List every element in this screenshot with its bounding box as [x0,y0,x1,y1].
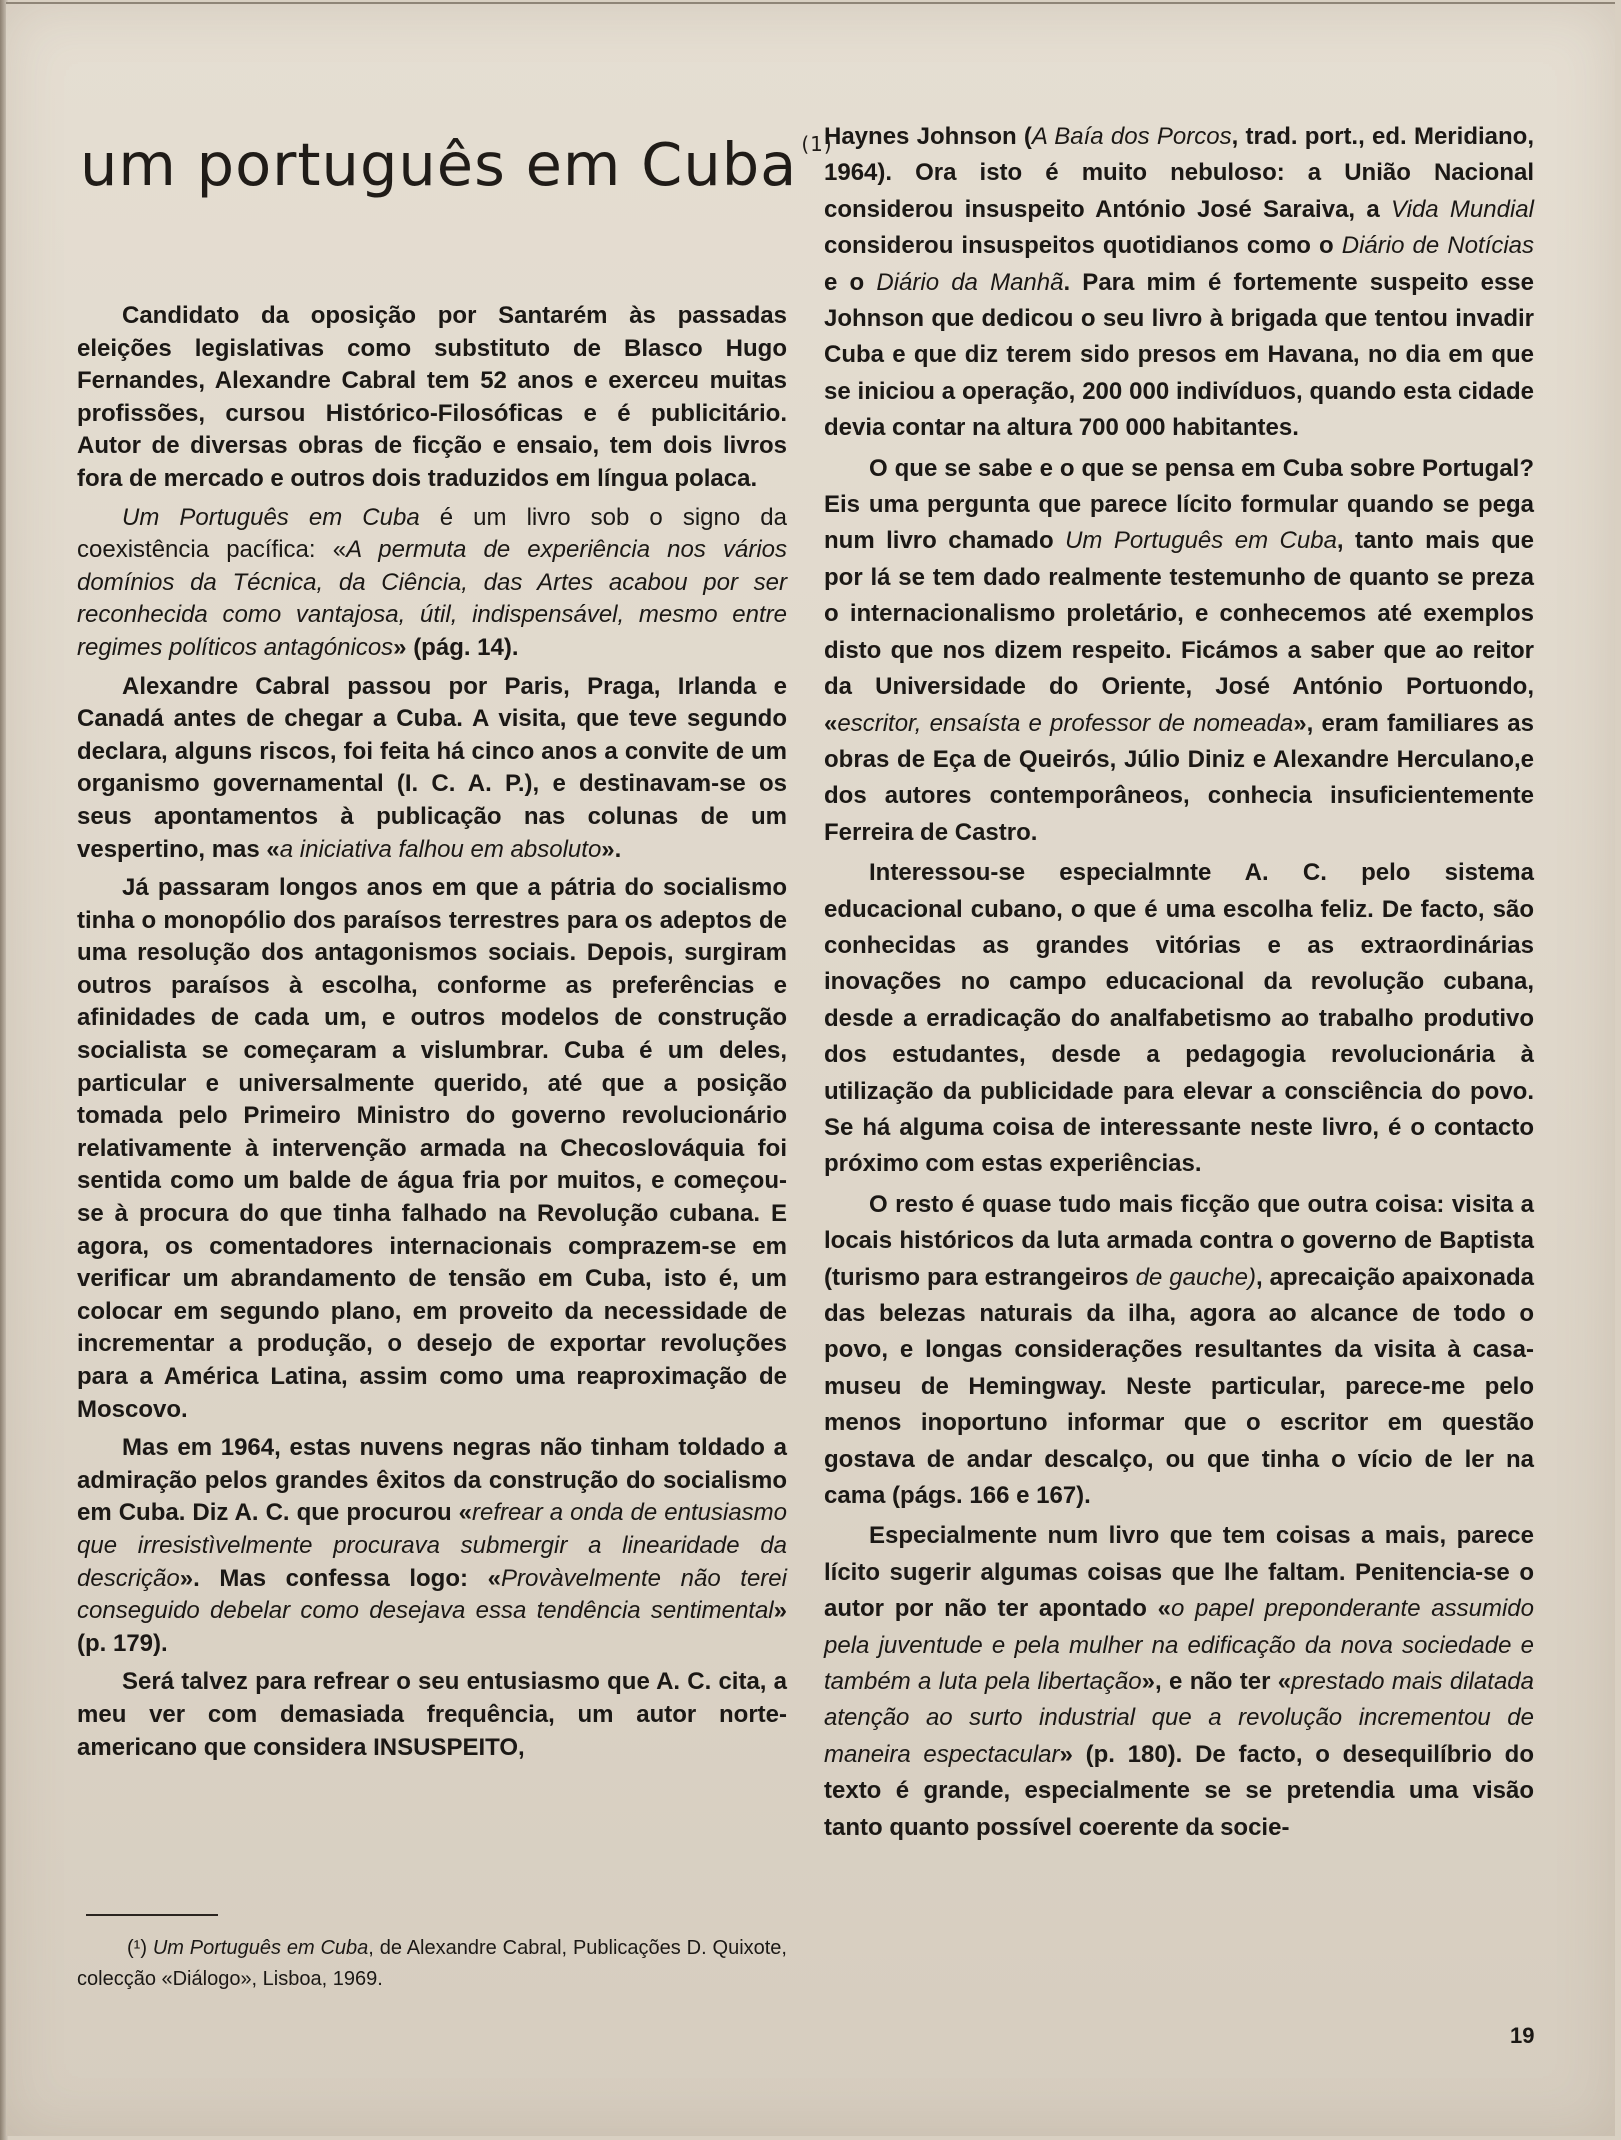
article-header [80,130,833,199]
paragraph-5-text-a: Mas em 1964, estas nuvens negras não tinham toldado a admiração pelos grandes êxitos da construção do socialismo em Cuba. Diz A. C. que procurou « [77,1434,787,1527]
quote-5: escritor, ensaísta e professor de nomeada [837,709,1294,737]
quote-3: refrear a onda de entusiasmo que irresistìvelmente procurava submergir a linearidade da descrição [77,1499,788,1592]
paragraph-5-text-c: » (p. 179). [77,1597,787,1657]
right-column [824,119,1534,1850]
page-number: 19 [1510,2023,1535,2048]
right-paragraph-1-text-b: , trad. port., ed. Meridiano, 1964). Ora isto é muito nebuloso: a União Nacional considerou insuspeito António José Saraiva, a [824,123,1534,223]
right-paragraph-1-text-a: Haynes Johnson ( [824,123,1032,150]
right-paragraph-4 [824,1187,1534,1515]
right-paragraph-4-text-b: , aprecaição apaixonada das belezas naturais da ilha, agora ao alcance de todo o povo, e longas considerações resultantes da visita à casa-museu de Hemingway. Neste particular, parece-me pelo menos inoportuno informar que o escritor em questão gostava de andar descalço, ou que tinha o vício de ler na cama (págs. 166 e 167). [824,1263,1534,1510]
paragraph-6-text: Será talvez para refrear o seu entusiasmo que A. C. cita, a meu ver com demasiada frequência, um autor norte-americano que considera INSUSPEITO, [77,1668,787,1761]
quote-4: Provàvelmente não terei conseguido debelar como desejava essa tendência sentimental [77,1564,787,1625]
paragraph-2 [77,502,787,665]
paragraph-2-text-b: » (pág. 14). [393,633,519,661]
article-title-text: um português em Cuba [80,130,798,199]
right-paragraph-2-text-a: O que se sabe e o que se pensa em Cuba sobre Portugal? Eis uma pergunta que parece lícito formular quando se pega num livro chamado [824,454,1534,555]
paragraph-4-text: Já passaram longos anos em que a pátria do socialismo tinha o monopólio dos paraísos terrestres para os adeptos de uma resolução dos antagonismos sociais. Depois, surgiram outros paraísos à escolha, conforme as preferências e afinidades de cada um, e outros modelos de construção socialista se começaram a vislumbrar. Cuba é um deles, particular e universalmente querido, até que a posição tomada pelo Primeiro Ministro do governo revolucionário relativamente à intervenção armada na Checoslováquia foi sentida como um balde de água fria por muitos, e começou-se à procura do que tinha falhado na Revolução cubana. E agora, os comentadores internacionais comprazem-se em verificar um abrandamento de tensão em Cuba, isto é, um colocar em segundo plano, em proveito da necessidade de incrementar a produção, o desejo de exportar revoluções para a América Latina, assim como uma reaproximação de Moscovo. [77,874,787,1423]
title-footnote-mark: (1) [801,132,833,156]
footnote [77,1933,787,1995]
phrase-de-gauche: de gauche) [1135,1263,1256,1291]
paragraph-2-text-a: é um livro sob o signo da coexistência pacífica: « [77,503,787,564]
right-paragraph-4-text-a: O resto é quase tudo mais ficção que outra coisa: visita a locais históricos da luta armada contra o governo de Baptista (turismo para estrangeiros [824,1190,1534,1291]
book-title: Um Português em Cuba [122,503,420,531]
right-paragraph-3-text: Interessou-se especialmnte A. C. pelo sistema educacional cubano, o que é uma escolha feliz. De facto, são conhecidas as grandes vitórias e as extraordinárias inovações no campo educacional da revolução cubana, desde a erradicação do analfabetismo ao trabalho produtivo dos estudantes, desde a pedagogia revolucionária à utilização da publicidade para elevar a consciência do povo. Se há alguma coisa de interessante neste livro, é o contacto próximo com estas experiências. [824,859,1534,1178]
publication-vida-mundial: Vida Mundial [1391,195,1534,223]
right-paragraph-2-text-b: , tanto mais que por lá se tem dado realmente testemunho de quanto se preza o internacionalismo proletário, e conhecemos até exemplos disto que nos dizem respeito. Ficámos a saber que ao reitor da Universidade do Oriente, José António Portuondo, « [824,527,1534,737]
right-paragraph-1 [824,119,1534,447]
right-paragraph-5-text-c: » (p. 180). De facto, o desequilíbrio do texto é grande, especialmente se se pretendia uma visão tanto quanto possível coerente da socie- [824,1740,1534,1841]
book-title-baia: A Baía dos Porcos [1031,123,1232,150]
right-paragraph-5-text-a: Especialmente num livro que tem coisas a mais, parece lícito sugerir algumas coisas que lhe faltam. Penitencia-se o autor por não ter apontado « [824,1522,1534,1623]
paragraph-4 [77,872,787,1426]
quote-1: A permuta de experiência nos vários domínios da Técnica, da Ciência, das Artes acabou por ser reconhecida como vantajosa, útil, indispensável, mesmo entre regimes políticos antagónicos [77,536,788,661]
publication-diario-noticias: Diário de Notícias [1341,232,1534,260]
paragraph-1-text: Candidato da oposição por Santarém às passadas eleições legislativas como substituto de Blasco Hugo Fernandes, Alexandre Cabral tem 52 anos e exerceu muitas profissões, cursou Histórico-Filosóficas e é publicitário. Autor de diversas obras de ficção e ensaio, tem dois livros fora de mercado e outros dois traduzidos em língua polaca. [77,302,787,492]
paragraph-1 [77,300,787,496]
footnote-mark: (¹) [127,1937,147,1959]
right-paragraph-1-text-e: . Para mim é fortemente suspeito esse Johnson que dedicou o seu livro à brigada que tentou invadir Cuba e que diz terem sido presos em Havana, no dia em que se iniciou a operação, 200 000 indivíduos, quando esta cidade devia contar na altura 700 000 habitantes. [824,268,1534,442]
paragraph-5-text-b: ». Mas confessa logo: « [179,1564,501,1592]
paragraph-6 [77,1666,787,1764]
right-paragraph-5-text-b: », e não ter « [1141,1668,1292,1696]
footnote-divider [86,1914,218,1916]
right-paragraph-5 [824,1518,1534,1846]
footnote-text: , de Alexandre Cabral, Publicações D. Quixote, colecção «Diálogo», Lisboa, 1969. [77,1937,787,1990]
article-title [80,130,833,199]
right-paragraph-2 [824,451,1534,851]
quote-6: o papel preponderante assumido pela juventude e pela mulher na edificação da nova sociedade e também a luta pela libertação [824,1595,1535,1696]
left-column [77,300,787,1770]
paragraph-3 [77,671,787,867]
paragraph-5 [77,1432,787,1660]
quote-7: prestado mais dilatada atenção ao surto industrial que a revolução incrementou de maneira espectacular [824,1668,1534,1768]
right-paragraph-1-text-c: considerou insuspeitos quotidianos como o [824,232,1342,260]
footnote-book-title: Um Português em Cuba [152,1937,369,1959]
book-title-right: Um Português em Cuba [1065,527,1337,555]
paragraph-3-text-a: Alexandre Cabral passou por Paris, Praga, Irlanda e Canadá antes de chegar a Cuba. A visita, que teve segundo declara, alguns riscos, foi feita há cinco anos a convite de um organismo governamental (I. C. A. P.), e destinavam-se os seus apontamentos à publicação nas colunas de um vespertino, mas « [77,672,787,863]
publication-diario-manha: Diário da Manhã [876,268,1064,296]
paragraph-3-text-b: ». [601,835,622,863]
right-paragraph-1-text-d: e o [824,268,877,296]
quote-2: a iniciativa falhou em absoluto [279,835,602,863]
right-paragraph-3 [824,855,1534,1183]
right-paragraph-2-text-c: », eram familiares as obras de Eça de Queirós, Júlio Diniz e Alexandre Herculano,e dos autores contemporâneos, conhecia insuficientemente Ferreira de Castro. [824,709,1534,846]
